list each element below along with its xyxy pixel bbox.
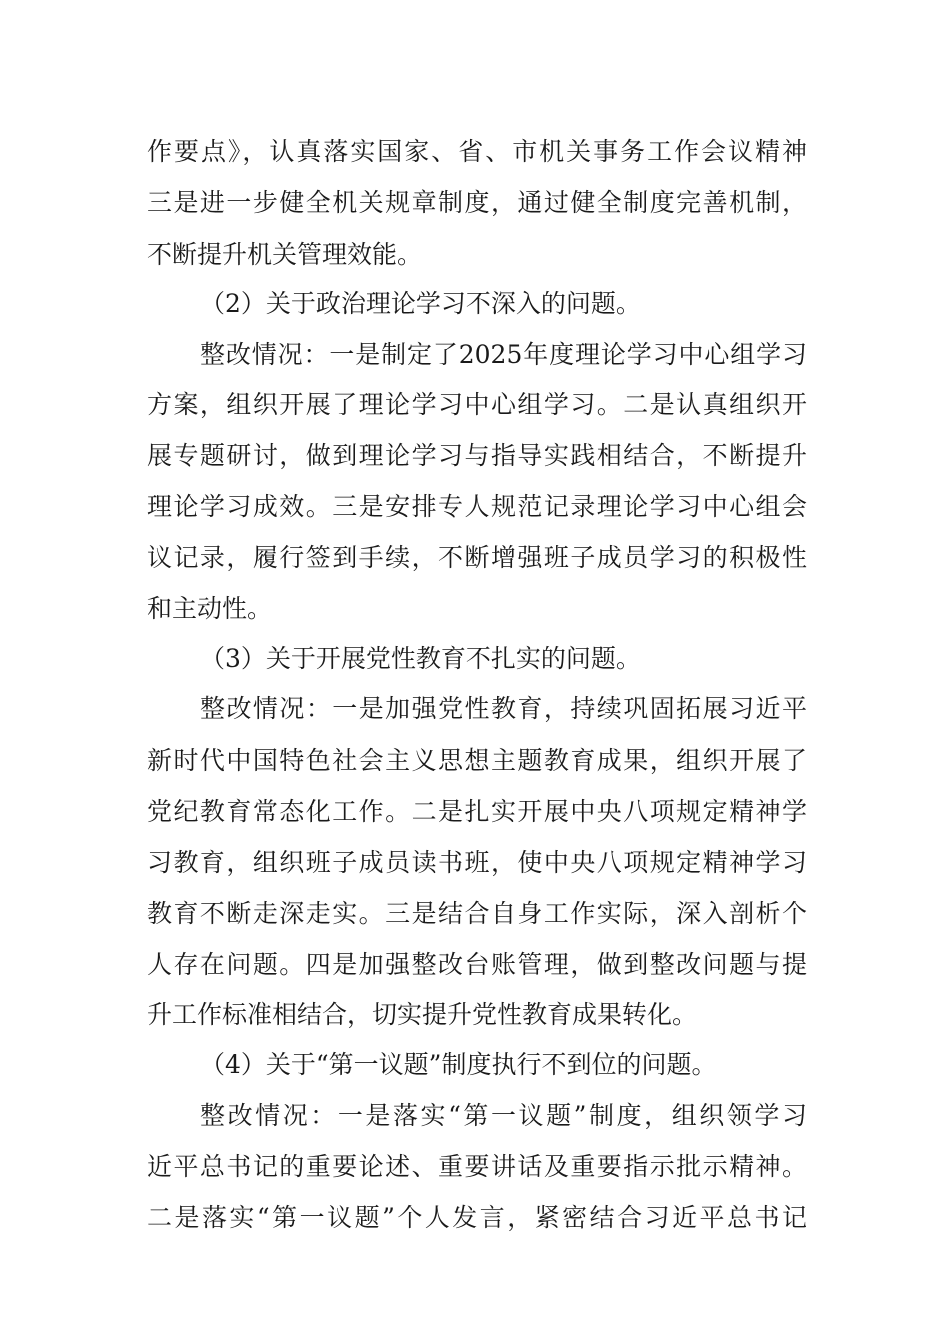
paragraph-line: 近平总书记的重要论述、重要讲话及重要指示批示精神。 [147,1152,807,1181]
paragraph-line: 整改情况：一是制定了2025年度理论学习中心组学习 [200,340,807,369]
paragraph-line: 升工作标准相结合，切实提升党性教育成果转化。 [147,1000,698,1029]
paragraph-line: 议记录，履行签到手续，不断增强班子成员学习的积极性 [147,543,807,572]
paragraph-line: 党纪教育常态化工作。二是扎实开展中央八项规定精神学 [147,797,807,826]
paragraph-line: 不断提升机关管理效能。 [147,240,423,269]
paragraph-line: 人存在问题。四是加强整改台账管理，做到整改问题与提 [147,950,807,979]
paragraph-line: 二是落实“第一议题”个人发言，紧密结合习近平总书记 [147,1203,807,1232]
paragraph-line: 展专题研讨，做到理论学习与指导实践相结合，不断提升 [147,441,807,470]
paragraph-line: 习教育，组织班子成员读书班，使中央八项规定精神学习 [147,848,807,877]
paragraph-line: 理论学习成效。三是安排专人规范记录理论学习中心组会 [147,492,807,521]
paragraph-line: 和主动性。 [147,594,273,623]
section-heading-2: （2）关于政治理论学习不深入的问题。 [200,289,641,318]
paragraph-line: 教育不断走深走实。三是结合自身工作实际，深入剖析个 [147,899,807,928]
paragraph-line: 整改情况：一是落实“第一议题”制度，组织领学习 [200,1101,807,1130]
paragraph-line: 整改情况：一是加强党性教育，持续巩固拓展习近平 [200,694,807,723]
section-heading-4: （4）关于“第一议题”制度执行不到位的问题。 [200,1050,717,1079]
paragraph-line: 三是进一步健全机关规章制度，通过健全制度完善机制， [147,188,807,217]
paragraph-line: 方案，组织开展了理论学习中心组学习。二是认真组织开 [147,390,807,419]
paragraph-line: 作要点》，认真落实国家、省、市机关事务工作会议精神 [147,137,807,166]
section-heading-3: （3）关于开展党性教育不扎实的问题。 [200,644,641,673]
paragraph-line: 新时代中国特色社会主义思想主题教育成果，组织开展了 [147,746,807,775]
